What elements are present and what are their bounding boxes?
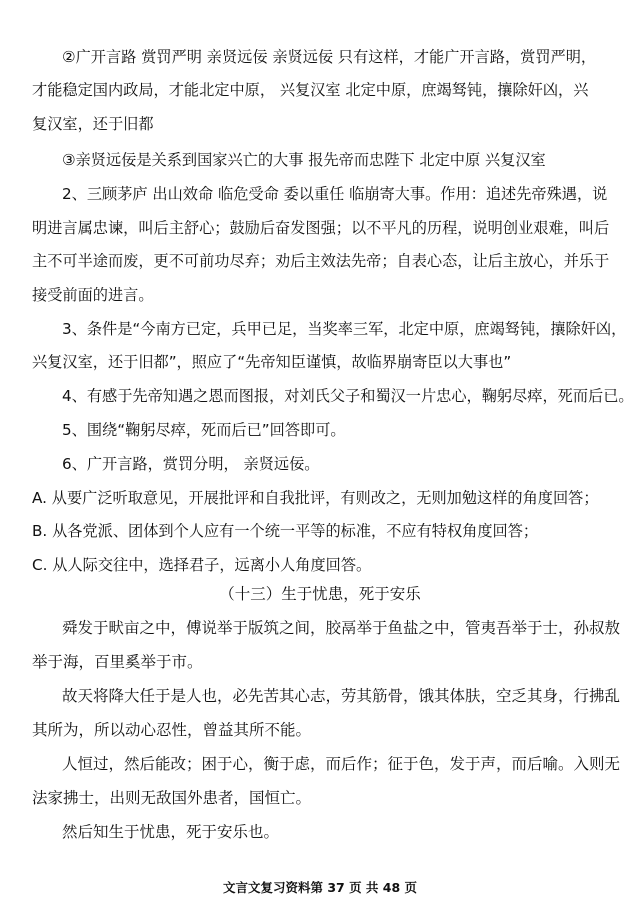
answer-q3-line2: 兴复汉室，还于旧都”，照应了“先帝知臣谨慎，故临界崩寄臣以大事也” bbox=[32, 353, 512, 371]
page-footer: 文言文复习资料第 37 页 共 48 页 bbox=[222, 880, 418, 895]
text-p3-line1: 人恒过，然后能改；困于心，衡于虑，而后作；征于色，发于声，而后喻。入则无 bbox=[62, 755, 621, 773]
text-p2-line2: 其所为，所以动心忍性，曾益其所不能。 bbox=[32, 721, 312, 739]
answer-q6-option-c: C. 从人际交往中，选择君子，远离小人角度回答。 bbox=[32, 556, 372, 574]
answer-item2-line1: ②广开言路 赏罚严明 亲贤远佞 亲贤远佞 只有这样，才能广开言路，赏罚严明， bbox=[62, 48, 597, 66]
text-p1-line1: 舜发于畎亩之中，傅说举于版筑之间，胶鬲举于鱼盐之中，管夷吾举于士，孙叔敖 bbox=[62, 619, 621, 637]
answer-q5-line1: 5、围绕“鞠躬尽瘁，死而后已”回答即可。 bbox=[62, 421, 346, 439]
answer-q4-line1: 4、有感于先帝知遇之恩而图报，对刘氏父子和蜀汉一片忠心，鞠躬尽瘁，死而后已。 bbox=[62, 387, 634, 405]
answer-q6-option-a: A. 从要广泛听取意见，开展批评和自我批评，有则改之，无则加勉这样的角度回答； bbox=[32, 489, 599, 507]
answer-q2-line4: 接受前面的进言。 bbox=[32, 286, 154, 304]
text-p1-line2: 举于海，百里奚举于市。 bbox=[32, 653, 203, 671]
answer-q2-line3: 主不可半途而废，更不可前功尽弃；劝后主效法先帝；自表心态，让后主放心，并乐于 bbox=[32, 252, 610, 270]
answer-item3-line1: ③亲贤远佞是关系到国家兴亡的大事 报先帝而忠陛下 北定中原 兴复汉室 bbox=[62, 151, 546, 169]
text-p4-line1: 然后知生于忧患，死于安乐也。 bbox=[62, 823, 280, 841]
section-title: （十三）生于忧患，死于安乐 bbox=[219, 585, 421, 603]
text-p3-line2: 法家拂士，出则无敌国外患者，国恒亡。 bbox=[32, 789, 312, 807]
answer-q3-line1: 3、条件是“今南方已定，兵甲已足，当奖率三军，北定中原，庶竭驽钝，攘除奸凶， bbox=[62, 320, 627, 338]
answer-item2-line2: 才能稳定国内政局，才能北定中原， 兴复汉室 北定中原，庶竭驽钝，攘除奸凶，兴 bbox=[32, 81, 589, 99]
answer-q2-line1: 2、三顾茅庐 出山效命 临危受命 委以重任 临崩寄大事。作用：追述先帝殊遇，说 bbox=[62, 185, 608, 203]
answer-q6-option-b: B. 从各党派、团体到个人应有一个统一平等的标准，不应有特权角度回答； bbox=[32, 522, 539, 540]
answer-q2-line2: 明进言属忠谏，叫后主舒心；鼓励后奋发图强；以不平凡的历程，说明创业艰难，叫后 bbox=[32, 219, 610, 237]
text-p2-line1: 故天将降大任于是人也，必先苦其心志，劳其筋骨，饿其体肤，空乏其身，行拂乱 bbox=[62, 687, 621, 705]
answer-item2-line3: 复汉室，还于旧都 bbox=[32, 115, 154, 133]
answer-q6-line1: 6、广开言路，赏罚分明， 亲贤远佞。 bbox=[62, 455, 320, 473]
